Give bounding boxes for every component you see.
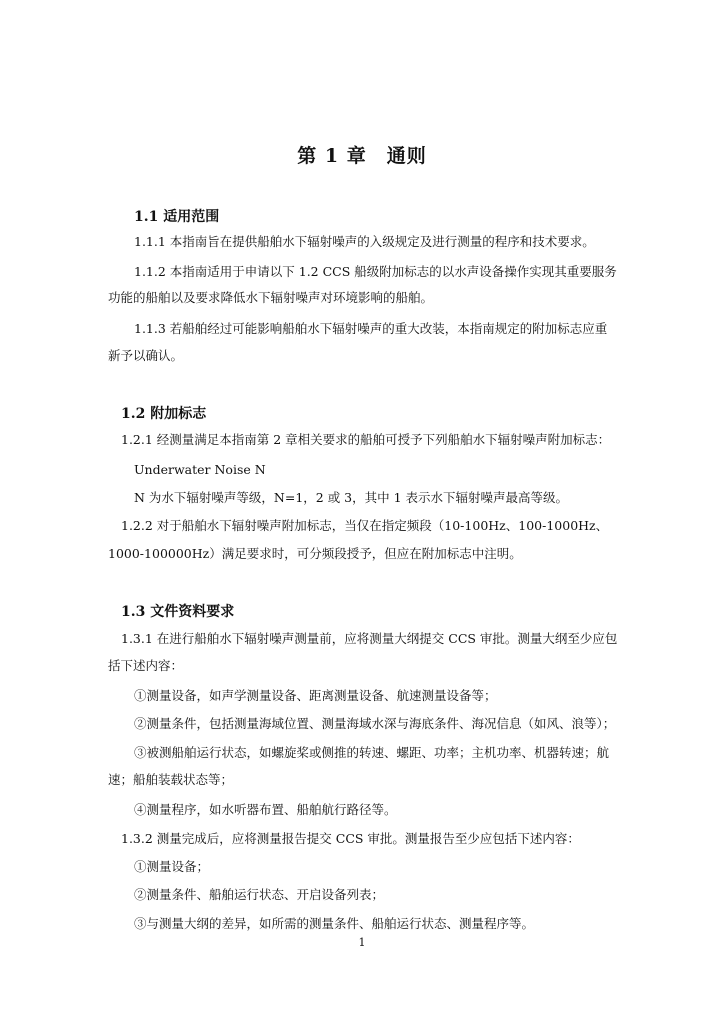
- section-heading-1-3: 1.3 文件资料要求: [121, 604, 235, 620]
- list-item: ③与测量大纲的差异，如所需的测量条件、船舶运行状态、测量程序等。: [134, 916, 535, 931]
- section-heading-1-1: 1.1 适用范围: [134, 209, 220, 225]
- list-item: ④测量程序，如水听器布置、船舶航行路径等。: [134, 802, 397, 817]
- section-heading-1-2: 1.2 附加标志: [121, 406, 207, 422]
- paragraph-line: 括下述内容：: [108, 658, 184, 673]
- chapter-title: 第 1 章 通则: [297, 145, 427, 167]
- paragraph-line: 1000-100000Hz）满足要求时，可分频段授予，但应在附加标志中注明。: [108, 546, 522, 561]
- list-item: ②测量条件，包括测量海域位置、测量海域水深与海底条件、海况信息（如风、浪等）；: [134, 716, 616, 731]
- list-item: 速；船舶装载状态等；: [108, 772, 234, 787]
- paragraph-line: 1.2.2 对于船舶水下辐射噪声附加标志，当仅在指定频段（10-100Hz、100-1000Hz、: [121, 518, 609, 533]
- paragraph-line: N 为水下辐射噪声等级，N=1，2 或 3，其中 1 表示水下辐射噪声最高等级。: [134, 490, 569, 505]
- paragraph-line: 1.2.1 经测量满足本指南第 2 章相关要求的船舶可授予下列船舶水下辐射噪声附加标志：: [121, 432, 611, 447]
- paragraph-line: 新予以确认。: [108, 348, 184, 363]
- paragraph-line: Underwater Noise N: [134, 462, 266, 477]
- list-item: ③被测船舶运行状态，如螺旋桨或侧推的转速、螺距、功率；主机功率、机器转速；航: [134, 745, 610, 760]
- paragraph-line: 1.1.3 若船舶经过可能影响船舶水下辐射噪声的重大改装，本指南规定的附加标志应重: [134, 321, 608, 336]
- paragraph-line: 1.3.1 在进行船舶水下辐射噪声测量前，应将测量大纲提交 CCS 审批。测量大纲至少应包: [121, 631, 618, 646]
- list-item: ②测量条件、船舶运行状态、开启设备列表；: [134, 887, 385, 902]
- paragraph-line: 1.3.2 测量完成后，应将测量报告提交 CCS 审批。测量报告至少应包括下述内容：: [121, 831, 580, 846]
- paragraph-line: 功能的船舶以及要求降低水下辐射噪声对环境影响的船舶。: [108, 290, 434, 305]
- paragraph-line: 1.1.1 本指南旨在提供船舶水下辐射噪声的入级规定及进行测量的程序和技术要求。: [134, 234, 595, 249]
- page-number: 1: [358, 936, 366, 949]
- paragraph-line: 1.1.2 本指南适用于申请以下 1.2 CCS 船级附加标志的以水声设备操作实现其重要服务: [134, 264, 617, 279]
- list-item: ①测量设备；: [134, 859, 210, 874]
- list-item: ①测量设备，如声学测量设备、距离测量设备、航速测量设备等；: [134, 688, 497, 703]
